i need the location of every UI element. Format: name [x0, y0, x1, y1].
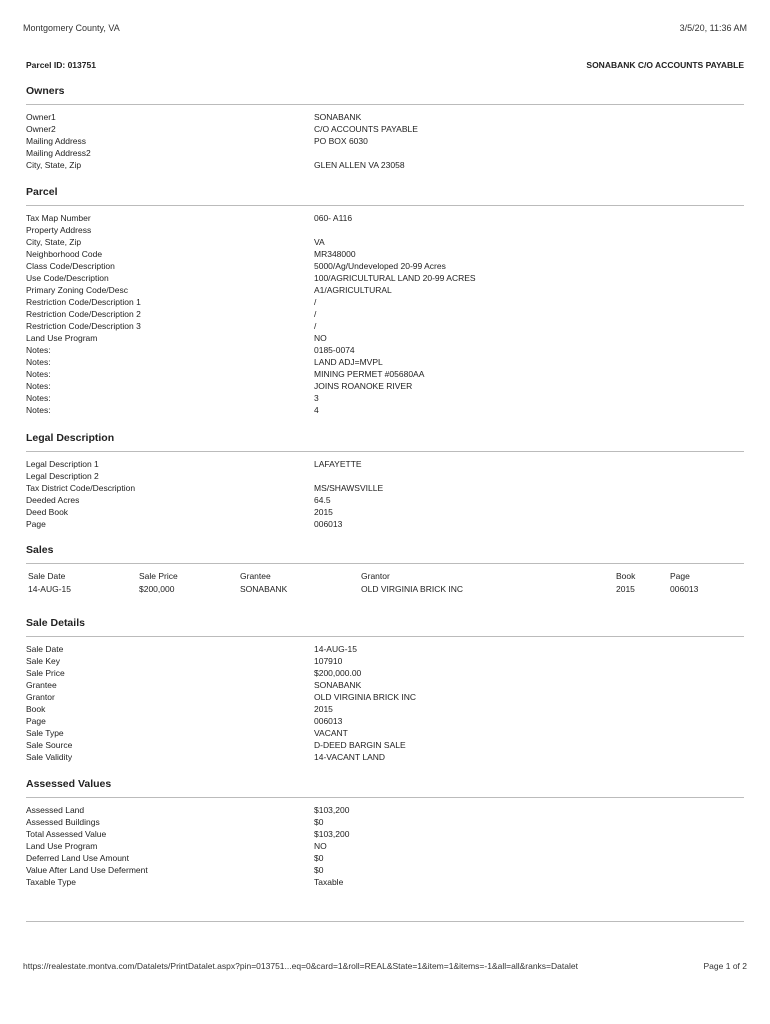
field-label: Sale Source: [26, 740, 73, 750]
field-value: D-DEED BARGIN SALE: [314, 740, 406, 750]
field-row: [26, 852, 744, 864]
field-value: /: [314, 297, 317, 307]
field-label: Restriction Code/Description 3: [26, 321, 141, 331]
field-label: Assessed Land: [26, 805, 85, 815]
bottom-divider: [26, 921, 744, 922]
field-row: [26, 392, 744, 404]
page-url: https://realestate.montva.com/Datalets/PrintDatalet.aspx?pin=013751...eq=0&card=1&roll=REAL&State=1&item=1&items=-1&all=all&ranks=Datalet: [23, 961, 578, 971]
field-row: [26, 518, 744, 530]
assessed-rows: [26, 804, 744, 888]
field-row: [26, 840, 744, 852]
field-row: [26, 344, 744, 356]
field-value: PO BOX 6030: [314, 136, 368, 146]
parcel-header: [26, 60, 744, 72]
divider: [26, 104, 744, 105]
field-label: Legal Description 1: [26, 459, 99, 469]
field-label: Grantee: [26, 680, 57, 690]
field-label: Mailing Address: [26, 136, 87, 146]
field-row: [26, 506, 744, 518]
field-row: [26, 224, 744, 236]
field-value: Taxable: [314, 877, 344, 887]
field-row: [26, 111, 744, 123]
field-label: Land Use Program: [26, 841, 98, 851]
field-row: [26, 135, 744, 147]
legal-rows: [26, 458, 744, 530]
field-row: [26, 804, 744, 816]
field-row: [26, 260, 744, 272]
field-row: [26, 248, 744, 260]
sales-section: [26, 543, 744, 596]
field-value: $0: [314, 853, 324, 863]
field-value: $200,000.00: [314, 668, 362, 678]
page-number: Page 1 of 2: [703, 961, 747, 971]
field-row: [26, 368, 744, 380]
field-row: [26, 212, 744, 224]
field-value: SONABANK: [314, 680, 362, 690]
field-row: [26, 643, 744, 655]
field-value: 2015: [314, 507, 333, 517]
field-value: VACANT: [314, 728, 348, 738]
field-row: [26, 703, 744, 715]
field-label: Notes:: [26, 369, 51, 379]
field-value: C/O ACCOUNTS PAYABLE: [314, 124, 418, 134]
field-label: Page: [26, 716, 46, 726]
field-value: VA: [314, 237, 325, 247]
column-header: Grantee: [240, 571, 271, 581]
field-label: City, State, Zip: [26, 160, 82, 170]
field-label: Class Code/Description: [26, 261, 115, 271]
field-label: Notes:: [26, 405, 51, 415]
column-header: Sale Date: [28, 571, 66, 581]
field-label: Book: [26, 704, 46, 714]
print-header: [23, 23, 747, 35]
field-row: [26, 308, 744, 320]
field-label: City, State, Zip: [26, 237, 82, 247]
assessed-values-section: [26, 777, 744, 888]
section-title: Sale Details: [26, 617, 85, 629]
field-label: Page: [26, 519, 46, 529]
field-label: Land Use Program: [26, 333, 98, 343]
table-cell: OLD VIRGINIA BRICK INC: [361, 584, 464, 594]
divider: [26, 205, 744, 206]
field-value: 64.5: [314, 495, 331, 505]
field-value: MR348000: [314, 249, 356, 259]
field-value: 006013: [314, 519, 343, 529]
field-value: 006013: [314, 716, 343, 726]
field-label: Taxable Type: [26, 877, 76, 887]
field-value: 2015: [314, 704, 333, 714]
section-title: Assessed Values: [26, 778, 112, 790]
field-label: Legal Description 2: [26, 471, 99, 481]
sale-details-rows: [26, 643, 744, 763]
field-label: Mailing Address2: [26, 148, 91, 158]
field-row: [26, 655, 744, 667]
field-row: [26, 147, 744, 159]
field-value: 14-VACANT LAND: [314, 752, 386, 762]
column-header: Grantor: [361, 571, 390, 581]
owners-section: [26, 84, 744, 171]
field-value: SONABANK: [314, 112, 362, 122]
field-label: Grantor: [26, 692, 55, 702]
field-label: Sale Key: [26, 656, 61, 666]
section-title: Owners: [26, 85, 65, 97]
field-value: $103,200: [314, 829, 350, 839]
field-row: [26, 284, 744, 296]
field-row: [26, 404, 744, 416]
field-row: [26, 332, 744, 344]
field-label: Total Assessed Value: [26, 829, 107, 839]
field-label: Value After Land Use Deferment: [26, 865, 148, 875]
field-label: Deeded Acres: [26, 495, 80, 505]
print-timestamp: 3/5/20, 11:36 AM: [679, 23, 747, 33]
sale-details-section: [26, 616, 744, 763]
field-row: [26, 380, 744, 392]
field-value: LAFAYETTE: [314, 459, 362, 469]
field-label: Sale Validity: [26, 752, 73, 762]
field-row: [26, 864, 744, 876]
table-cell: 2015: [616, 584, 635, 594]
section-title: Legal Description: [26, 432, 115, 444]
field-value: JOINS ROANOKE RIVER: [314, 381, 413, 391]
field-value: 0185-0074: [314, 345, 355, 355]
field-value: $0: [314, 817, 324, 827]
field-value: 4: [314, 405, 319, 415]
field-value: 5000/Ag/Undeveloped 20-99 Acres: [314, 261, 446, 271]
field-row: [26, 739, 744, 751]
field-value: /: [314, 309, 317, 319]
field-value: LAND ADJ=MVPL: [314, 357, 383, 367]
field-label: Use Code/Description: [26, 273, 109, 283]
field-value: $103,200: [314, 805, 350, 815]
field-label: Owner1: [26, 112, 56, 122]
field-label: Deferred Land Use Amount: [26, 853, 130, 863]
field-row: [26, 751, 744, 763]
parcel-section: [26, 185, 744, 416]
owners-rows: [26, 111, 744, 171]
field-value: MINING PERMET #05680AA: [314, 369, 425, 379]
field-value: /: [314, 321, 317, 331]
field-label: Sale Type: [26, 728, 64, 738]
field-value: 100/AGRICULTURAL LAND 20-99 ACRES: [314, 273, 476, 283]
field-label: Notes:: [26, 393, 51, 403]
field-row: [26, 727, 744, 739]
field-row: [26, 236, 744, 248]
table-cell: $200,000: [139, 584, 175, 594]
field-value: 3: [314, 393, 319, 403]
field-label: Restriction Code/Description 1: [26, 297, 141, 307]
print-footer: [23, 961, 747, 973]
field-label: Owner2: [26, 124, 56, 134]
field-value: $0: [314, 865, 324, 875]
field-value: 060- A116: [314, 213, 353, 223]
field-value: 107910: [314, 656, 343, 666]
field-label: Tax District Code/Description: [26, 483, 136, 493]
field-label: Notes:: [26, 381, 51, 391]
field-row: [26, 123, 744, 135]
divider: [26, 563, 744, 564]
column-header: Sale Price: [139, 571, 178, 581]
field-row: [26, 715, 744, 727]
field-value: 14-AUG-15: [314, 644, 357, 654]
county-name: Montgomery County, VA: [23, 23, 120, 33]
field-label: Property Address: [26, 225, 92, 235]
section-title: Sales: [26, 544, 54, 556]
table-row: [26, 583, 744, 596]
field-value: GLEN ALLEN VA 23058: [314, 160, 405, 170]
field-row: [26, 320, 744, 332]
field-value: A1/AGRICULTURAL: [314, 285, 392, 295]
legal-description-section: [26, 431, 744, 530]
parcel-id: Parcel ID: 013751: [26, 60, 96, 70]
field-row: [26, 691, 744, 703]
divider: [26, 797, 744, 798]
table-cell: 006013: [670, 584, 699, 594]
field-label: Sale Date: [26, 644, 64, 654]
field-label: Restriction Code/Description 2: [26, 309, 141, 319]
field-row: [26, 356, 744, 368]
field-row: [26, 679, 744, 691]
field-value: OLD VIRGINIA BRICK INC: [314, 692, 417, 702]
field-label: Sale Price: [26, 668, 65, 678]
field-label: Tax Map Number: [26, 213, 91, 223]
field-label: Notes:: [26, 345, 51, 355]
sales-table: [26, 570, 744, 596]
field-row: [26, 482, 744, 494]
owner-summary: SONABANK C/O ACCOUNTS PAYABLE: [586, 60, 744, 70]
table-cell: SONABANK: [240, 584, 288, 594]
field-label: Primary Zoning Code/Desc: [26, 285, 129, 295]
section-title: Parcel: [26, 186, 58, 198]
field-row: [26, 876, 744, 888]
field-row: [26, 296, 744, 308]
table-cell: 14-AUG-15: [28, 584, 71, 594]
field-row: [26, 667, 744, 679]
field-row: [26, 470, 744, 482]
parcel-rows: [26, 212, 744, 416]
column-header: Book: [616, 571, 636, 581]
field-row: [26, 828, 744, 840]
field-label: Assessed Buildings: [26, 817, 100, 827]
field-row: [26, 458, 744, 470]
field-row: [26, 272, 744, 284]
column-header: Page: [670, 571, 690, 581]
divider: [26, 451, 744, 452]
divider: [26, 636, 744, 637]
field-label: Deed Book: [26, 507, 69, 517]
field-row: [26, 494, 744, 506]
field-value: NO: [314, 841, 327, 851]
field-label: Notes:: [26, 357, 51, 367]
field-value: MS/SHAWSVILLE: [314, 483, 384, 493]
field-row: [26, 159, 744, 171]
field-row: [26, 816, 744, 828]
field-value: NO: [314, 333, 327, 343]
table-header-row: [26, 570, 744, 583]
field-label: Neighborhood Code: [26, 249, 103, 259]
